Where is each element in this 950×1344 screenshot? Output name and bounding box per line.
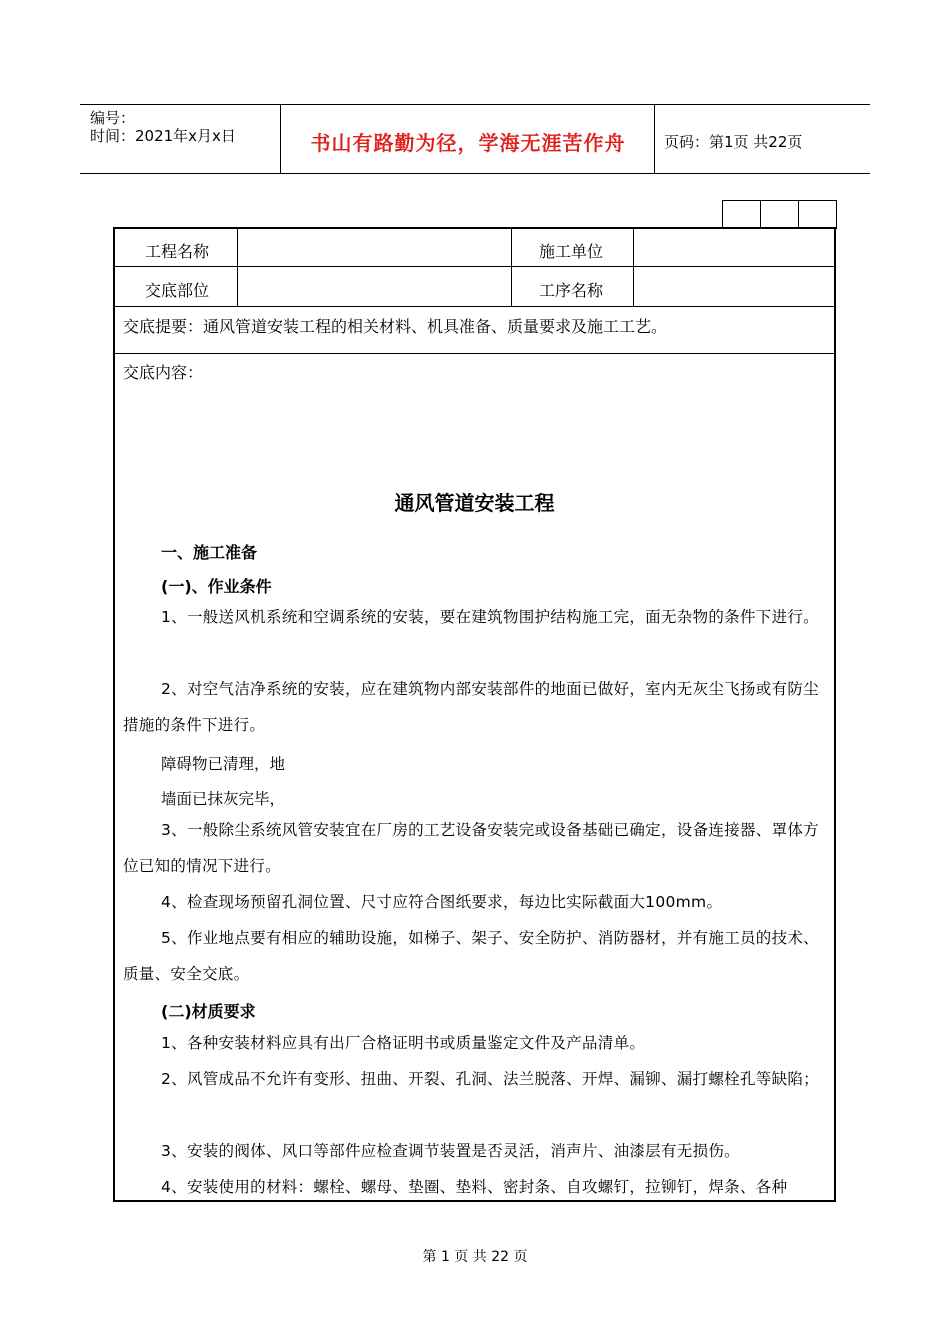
content-label: 交底内容： xyxy=(123,363,204,382)
process-name-label: 工序名称 xyxy=(539,281,604,300)
signature-box xyxy=(722,200,761,229)
col-divider xyxy=(511,229,512,307)
row-divider xyxy=(115,266,834,267)
paragraph: 4、检查现场预留孔洞位置、尺寸应符合图纸要求，每边比实际截面大100mm。 xyxy=(161,893,723,911)
summary-text: 交底提要：通风管道安装工程的相关材料、机具准备、质量要求及施工工艺。 xyxy=(123,317,668,336)
paragraph: 障碍物已清理，地 xyxy=(161,755,286,773)
col-divider xyxy=(633,229,634,307)
paragraph: 1、各种安装材料应具有出厂合格证明书或质量鉴定文件及产品清单。 xyxy=(161,1034,646,1052)
paragraph: 墙面已抹灰完毕， xyxy=(161,790,286,808)
time-label: 时间：2021年x月x日 xyxy=(90,127,236,145)
construction-unit-label: 施工单位 xyxy=(539,242,604,261)
page-header xyxy=(80,104,870,174)
col-divider xyxy=(237,229,238,307)
subsection-heading: (一)、作业条件 xyxy=(161,577,272,596)
row-divider xyxy=(115,306,834,307)
signature-box xyxy=(798,200,837,229)
header-motto: 书山有路勤为径，学海无涯苦作舟 xyxy=(310,131,626,155)
page-footer: 第 1 页 共 22 页 xyxy=(422,1249,528,1265)
paragraph: 4、安装使用的材料：螺栓、螺母、垫圈、垫料、密封条、自攻螺钉，拉铆钉，焊条、各种 xyxy=(161,1178,788,1196)
signature-boxes xyxy=(723,200,837,228)
project-name-label: 工程名称 xyxy=(145,242,210,261)
handover-part-label: 交底部位 xyxy=(145,281,210,300)
header-meta xyxy=(90,109,236,145)
signature-box xyxy=(760,200,799,229)
row-divider xyxy=(115,353,834,354)
paragraph: 3、安装的阀体、风口等部件应检查调节装置是否灵活，消声片、油漆层有无损伤。 xyxy=(161,1142,740,1160)
paragraph: 5、作业地点要有相应的辅助设施，如梯子、架子、安全防护、消防器材，并有施工员的技术、质量、安全交底。 xyxy=(123,929,819,983)
header-divider xyxy=(280,105,281,173)
paragraph: 2、对空气洁净系统的安装，应在建筑物内部安装部件的地面已做好，室内无灰尘飞扬或有防尘措施的条件下进行。 xyxy=(123,680,819,734)
handover-table xyxy=(113,227,836,1202)
paragraph: 2、风管成品不允许有变形、扭曲、开裂、孔洞、法兰脱落、开焊、漏铆、漏打螺栓孔等缺陷； xyxy=(161,1070,819,1088)
header-page-info: 页码：第1页 共22页 xyxy=(664,133,803,151)
document-title: 通风管道安装工程 xyxy=(394,491,555,515)
subsection-heading: (二)材质要求 xyxy=(161,1002,256,1021)
section-heading: 一、施工准备 xyxy=(161,543,258,562)
paragraph: 1、一般送风机系统和空调系统的安装，要在建筑物围护结构施工完，面无杂物的条件下进行。 xyxy=(161,608,819,626)
code-label: 编号： xyxy=(90,109,136,127)
paragraph: 3、一般除尘系统风管安装宜在厂房的工艺设备安装完或设备基础已确定，设备连接器、罩体方位已知的情况下进行。 xyxy=(123,821,819,875)
header-divider xyxy=(654,105,655,173)
